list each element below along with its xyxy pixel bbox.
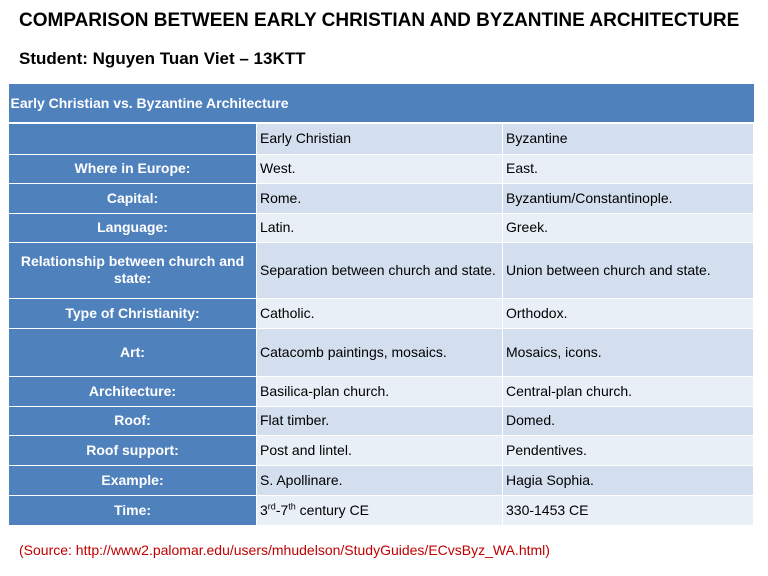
byzantine-cell: Byzantium/Constantinople. — [503, 183, 754, 213]
table-row — [9, 213, 754, 242]
early-christian-cell: Catholic. — [257, 298, 503, 328]
row-label: Art: — [9, 328, 257, 376]
row-label: Capital: — [9, 183, 257, 213]
table-row — [9, 298, 754, 328]
early-christian-cell: Separation between church and state. — [257, 242, 503, 298]
early-christian-cell: Latin. — [257, 213, 503, 242]
early-christian-cell: Post and lintel. — [257, 435, 503, 465]
row-label: Where in Europe: — [9, 154, 257, 183]
ordinal-suffix: rd — [267, 500, 276, 511]
byzantine-cell: Orthodox. — [503, 298, 754, 328]
source-citation: (Source: http://www2.palomar.edu/users/mhudelson/StudyGuides/ECvsByz_WA.html) — [19, 542, 550, 558]
row-label: Language: — [9, 213, 257, 242]
row-label: Roof: — [9, 406, 257, 435]
header-byzantine: Byzantine — [503, 123, 754, 154]
header-early-christian: Early Christian — [257, 123, 503, 154]
table-row — [9, 328, 754, 376]
early-christian-cell: Basilica-plan church. — [257, 376, 503, 406]
page-title: COMPARISON BETWEEN EARLY CHRISTIAN AND BYZANTINE ARCHITECTURE — [19, 10, 740, 31]
time-end: -7 — [275, 501, 289, 518]
table-row — [9, 495, 754, 525]
row-label: Relationship between church and state: — [9, 242, 257, 298]
table-caption: Early Christian vs. Byzantine Architecture — [9, 84, 754, 123]
early-christian-cell: Catacomb paintings, mosaics. — [257, 328, 503, 376]
row-label: Type of Christianity: — [9, 298, 257, 328]
table-row — [9, 465, 754, 495]
table-caption-row — [9, 84, 754, 123]
row-label: Architecture: — [9, 376, 257, 406]
table-row — [9, 242, 754, 298]
early-christian-cell: S. Apollinare. — [257, 465, 503, 495]
row-label: Time: — [9, 495, 257, 525]
byzantine-cell: Mosaics, icons. — [503, 328, 754, 376]
byzantine-cell: Pendentives. — [503, 435, 754, 465]
row-label: Example: — [9, 465, 257, 495]
comparison-table — [8, 84, 753, 526]
early-christian-cell — [257, 495, 503, 525]
table-header-row — [9, 123, 754, 154]
student-name: Student: Nguyen Tuan Viet – 13KTT — [19, 49, 306, 68]
table-row — [9, 154, 754, 183]
time-start: 3 — [260, 501, 268, 518]
table-row — [9, 435, 754, 465]
early-christian-cell: West. — [257, 154, 503, 183]
table-row — [9, 376, 754, 406]
ordinal-suffix: th — [288, 500, 296, 511]
table-row — [9, 406, 754, 435]
early-christian-cell: Flat timber. — [257, 406, 503, 435]
byzantine-cell: Union between church and state. — [503, 242, 754, 298]
header-empty-cell — [9, 123, 257, 154]
byzantine-cell: Domed. — [503, 406, 754, 435]
row-label: Roof support: — [9, 435, 257, 465]
time-unit: century CE — [295, 501, 369, 518]
byzantine-cell: East. — [503, 154, 754, 183]
byzantine-cell: Central-plan church. — [503, 376, 754, 406]
byzantine-cell: Greek. — [503, 213, 754, 242]
byzantine-cell: 330-1453 CE — [503, 495, 754, 525]
byzantine-cell: Hagia Sophia. — [503, 465, 754, 495]
table-row — [9, 183, 754, 213]
early-christian-cell: Rome. — [257, 183, 503, 213]
